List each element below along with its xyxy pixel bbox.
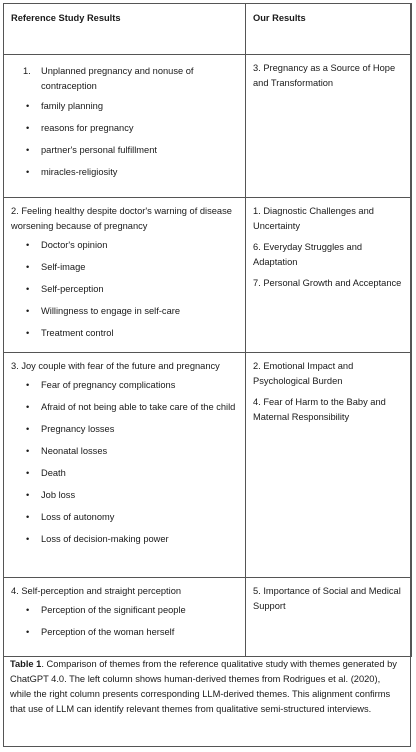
list-item: • Job loss [11,488,238,503]
right-cell [246,55,412,198]
bullet-icon [11,488,41,503]
theme-title: 3. Joy couple with fear of the future and pregnancy [11,361,220,371]
right-cell [246,353,412,578]
list-item: • Self-perception [11,282,238,297]
subtheme-list [11,99,238,180]
llm-theme: 5. Importance of Social and Medical Support [253,586,401,611]
subtheme-list [11,238,238,341]
left-cell [4,578,246,657]
list-item: • Fear of pregnancy complications [11,378,238,393]
bullet-icon [11,165,41,180]
bullet-icon [11,444,41,459]
list-item: • reasons for pregnancy [11,121,238,136]
bullet-icon [11,510,41,525]
theme-title: 2. Feeling healthy despite doctor's warning of disease worsening because of pregnancy [11,206,232,231]
table-row [4,578,412,657]
list-item: • Pregnancy losses [11,422,238,437]
llm-theme: 1. Diagnostic Challenges and Uncertainty [253,206,374,231]
llm-theme: 3. Pregnancy as a Source of Hope and Transformation [253,63,396,88]
bullet-icon [11,326,41,341]
comparison-table [3,3,412,657]
bullet-icon [11,121,41,136]
bullet-icon [11,260,41,275]
bullet-icon [11,282,41,297]
left-cell [4,198,246,353]
list-item: • Neonatal losses [11,444,238,459]
list-item: • Perception of the woman herself [11,625,238,640]
list-item: • Loss of autonomy [11,510,238,525]
bullet-icon [11,99,41,114]
bullet-icon [11,603,41,618]
table-row [4,353,412,578]
bullet-icon [11,304,41,319]
list-item: • Doctor's opinion [11,238,238,253]
caption-label: Table 1 [10,659,42,669]
bullet-icon [11,625,41,640]
table-caption [10,657,402,717]
theme-title: 4. Self-perception and straight perception [11,586,182,596]
caption-text: . Comparison of themes from the reference qualitative study with themes generated by ChatGPT 4.0. The left column shows human-derived themes from Rodrigues et al. (2020), while the right column presents corresponding LLM-derived themes. This alignment confirms that use of LLM can identify relevant themes from qualitative semi-structured interviews. [10,659,397,714]
subtheme-list [11,603,238,640]
list-item: • partner's personal fulfillment [11,143,238,158]
list-item: • Willingness to engage in self-care [11,304,238,319]
bullet-icon [11,238,41,253]
list-item: • Perception of the significant people [11,603,238,618]
bullet-icon [11,422,41,437]
list-item: • Loss of decision-making power [11,532,238,547]
list-item: • Afraid of not being able to take care of the child [11,400,238,415]
table-row [4,198,412,353]
left-cell [4,353,246,578]
list-item: • family planning [11,99,238,114]
llm-theme: 4. Fear of Harm to the Baby and Maternal Responsibility [253,397,386,422]
bullet-icon [11,143,41,158]
table-row [4,55,412,198]
list-item: • Self-image [11,260,238,275]
right-cell [246,578,412,657]
bullet-icon [11,378,41,393]
list-item: • Treatment control [11,326,238,341]
left-cell [4,55,246,198]
llm-theme: 6. Everyday Struggles and Adaptation [253,242,363,267]
list-item: • Death [11,466,238,481]
bullet-icon [11,400,41,415]
theme-title: Unplanned pregnancy and nonuse of contraception [41,66,194,91]
list-item: • miracles-religiosity [11,165,238,180]
theme-number: 1. [23,66,31,76]
header-reference-study: Reference Study Results [4,4,246,55]
header-our-results: Our Results [246,4,412,55]
right-cell [246,198,412,353]
table-header-row [4,4,412,55]
subtheme-list [11,378,238,547]
llm-theme: 2. Emotional Impact and Psychological Burden [253,361,354,386]
bullet-icon [11,466,41,481]
bullet-icon [11,532,41,547]
llm-theme: 7. Personal Growth and Acceptance [253,278,402,288]
numbered-theme [11,64,238,94]
